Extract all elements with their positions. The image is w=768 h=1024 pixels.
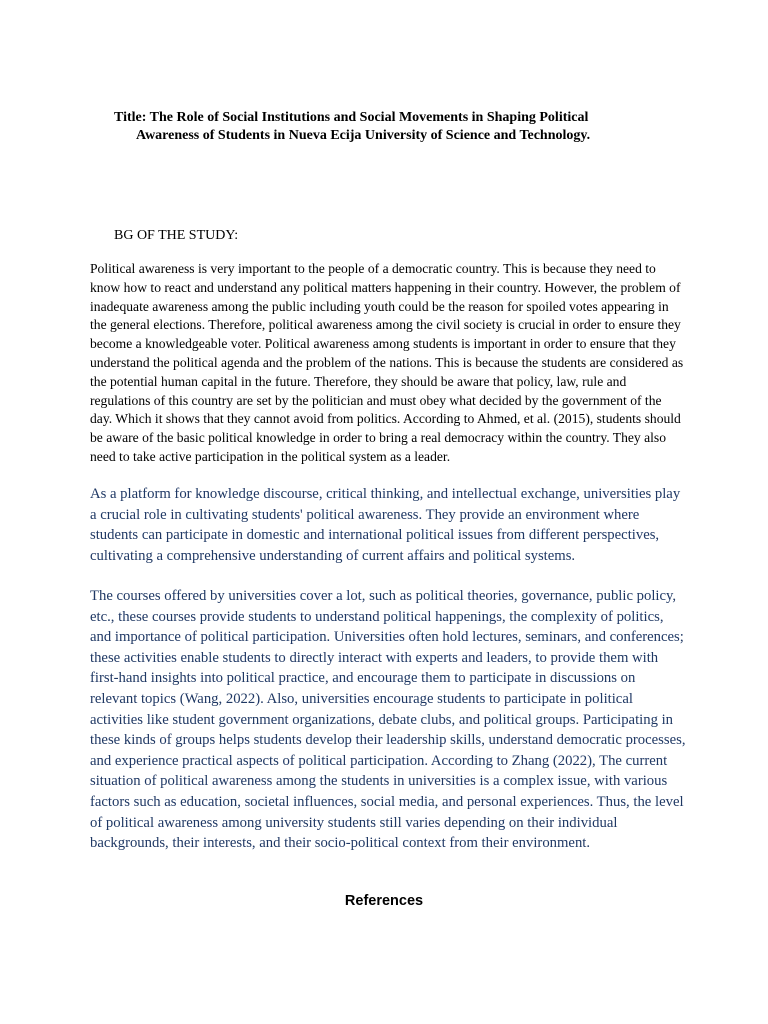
paragraph-political-awareness: Political awareness is very important to the people of a democratic country. This is because they need to know how to react and understand any political matters happening in their country. However, the problem of inadequate awareness among the public including youth could be the reason for spoiled votes appearing in the general elections. Therefore, political awareness among the civil society is crucial in order to ensure they become a knowledgeable voter. Political awareness among students is important in order to ensure that they understand the political agenda and the problem of the nations. This is because the students are considered as the potential human capital in the future. Therefore, they should be aware that policy, law, rule and regulations of this country are set by the politician and must obey what decided by the government of the day. Which it shows that they cannot avoid from politics. According to Ahmed, et al. (2015), students should be aware of the basic political knowledge in order to bring a real democracy within the country. They also need to take active participation in the political system as a leader. (90, 261, 684, 464)
section-heading-background: BG OF THE STUDY: (114, 228, 239, 243)
paragraph-university-courses: The courses offered by universities cover a lot, such as political theories, governance, public policy, etc., these courses provide students to understand political happenings, the complexity of politics, and importance of political participation. Universities often hold lectures, seminars, and conferences; these activities enable students to directly interact with experts and leaders, to provide them with first-hand insights into political practice, and encourage them to participate in discussions on relevant topics (Wang, 2022). Also, universities encourage students to participate in political activities like student government organizations, debate clubs, and political groups. Participating in these kinds of groups helps students develop their leadership skills, understand democratic processes, and experience practical aspects of political participation. According to Zhang (2022), The current situation of political awareness among the students in universities is a complex issue, with various factors such as education, societal influences, social media, and personal experiences. Thus, the level of political awareness among university students still varies depending on their individual backgrounds, their interests, and their socio-political context from their environment. (90, 588, 686, 852)
paragraph-university-platform: As a platform for knowledge discourse, critical thinking, and intellectual exchange, universities play a crucial role in cultivating students' political awareness. They provide an environment where students can participate in domestic and international political issues from different perspectives, cultivating a comprehensive understanding of current affairs and political systems. (90, 486, 681, 564)
title-line-2: Awareness of Students in Nueva Ecija University of Science and Technology. (136, 128, 591, 143)
title-line-1: Title: The Role of Social Institutions and Social Movements in Shaping Political (114, 110, 589, 125)
document-title (114, 109, 674, 145)
references-heading: References (344, 893, 424, 909)
